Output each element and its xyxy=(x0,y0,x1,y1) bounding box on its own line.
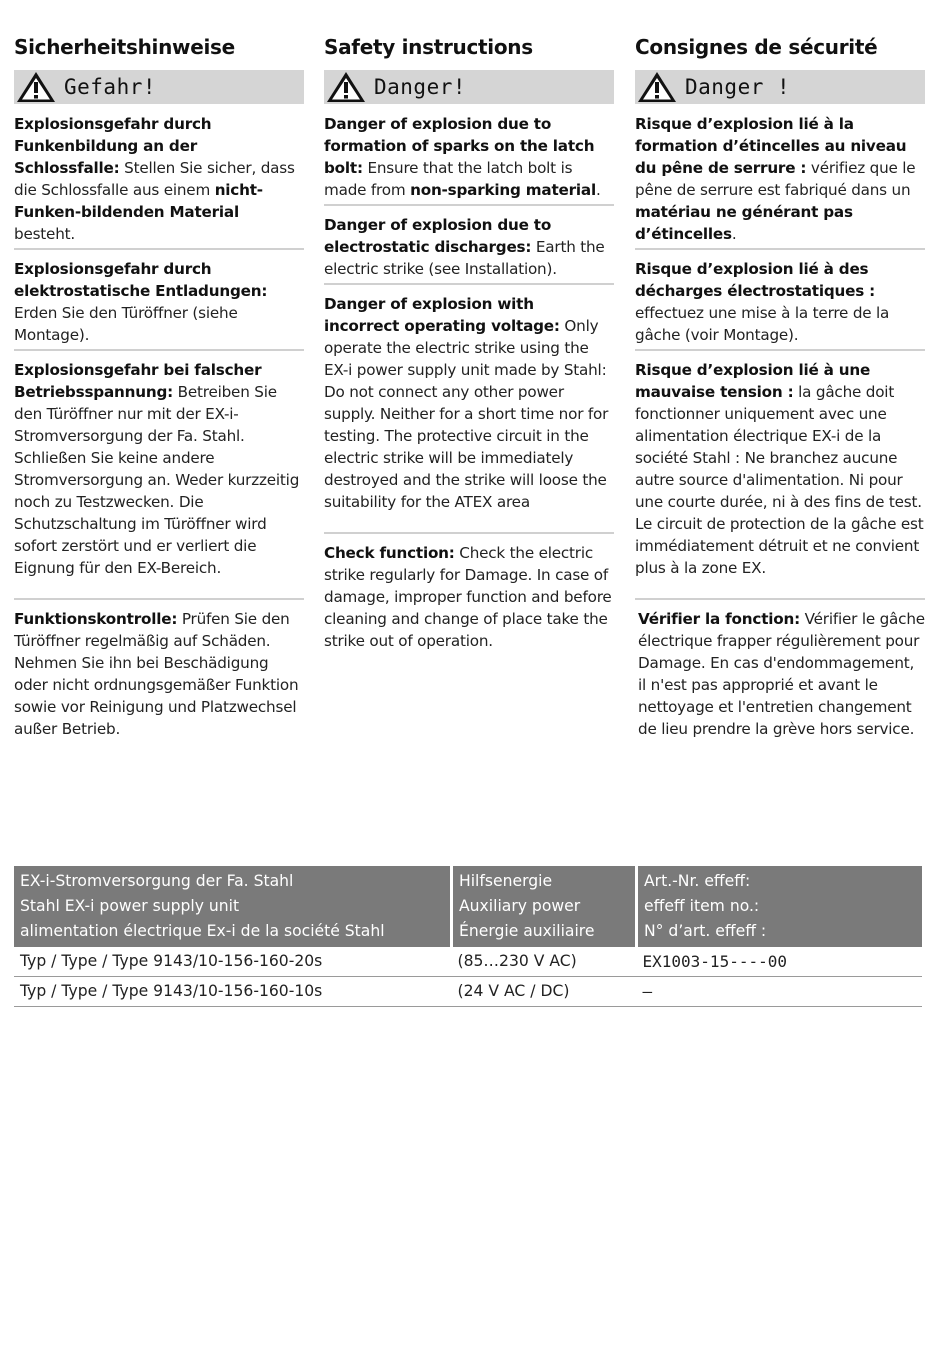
cell-article-number: EX1003-15----00 xyxy=(637,947,923,977)
table-row xyxy=(14,977,922,1007)
safety-item: Funktionskontrolle: Prüfen Sie den Türöffner regelmäßig auf Schäden. Nehmen Sie ihn bei Beschädigung oder nicht ordnungsgemäßer Funktion sowie vor Reinigung und Platzwechsel außer Betrieb. xyxy=(14,610,299,738)
header-auxiliary-power: Hilfsenergie Auxiliary power Énergie auxiliaire xyxy=(452,866,637,947)
power-supply-table xyxy=(14,866,922,1007)
column-french xyxy=(635,34,925,740)
divider xyxy=(14,248,304,250)
safety-item: Explosionsgefahr bei falscher Betriebsspannung: Betreiben Sie den Türöffner nur mit der EX-i-Stromversorgung der Fa. Stahl. Schließen Sie keine andere Stromversorgung an. Weder kurzzeitig noch zu Testzwecken. Die Schutzschaltung im Türöffner wird sofort zerstört und er verliert die Eignung für den EX-Bereich. xyxy=(14,361,300,577)
divider xyxy=(324,532,614,534)
cell-article-number: – xyxy=(637,977,923,1007)
safety-item: Risque d’explosion lié à la formation d’étincelles au niveau du pêne de serrure : vérifiez que le pêne de serrure est fabriqué dans un matériau ne générant pas d’étincelles. xyxy=(635,115,916,243)
column-english xyxy=(324,34,614,652)
cell-power: (24 V AC / DC) xyxy=(452,977,637,1007)
warning-triangle-icon xyxy=(324,70,368,104)
danger-banner xyxy=(324,70,614,104)
header-article-number: Art.-Nr. effeff: effeff item no.: N° d’art. effeff : xyxy=(637,866,923,947)
column-german xyxy=(14,34,304,740)
divider xyxy=(14,598,304,600)
divider xyxy=(635,598,925,600)
warning-triangle-icon xyxy=(14,70,58,104)
danger-banner xyxy=(635,70,925,104)
section-heading: Safety instructions xyxy=(324,35,533,59)
table-header-row xyxy=(14,866,922,947)
safety-item: Explosionsgefahr durch elektrostatische Entladungen: Erden Sie den Türöffner (siehe Montage). xyxy=(14,260,268,344)
danger-label: Danger! xyxy=(374,75,467,99)
header-power-supply: EX-i-Stromversorgung der Fa. Stahl Stahl EX-i power supply unit alimentation électrique Ex-i de la société Stahl xyxy=(14,866,452,947)
warning-triangle-icon xyxy=(635,70,679,104)
section-heading: Consignes de sécurité xyxy=(635,35,878,59)
table-row xyxy=(14,947,922,977)
safety-item: Check function: Check the electric strike regularly for Damage. In case of damage, improper function and before cleaning and change of place take the strike out of operation. xyxy=(324,544,612,650)
danger-label: Danger ! xyxy=(685,75,791,99)
safety-item: Explosionsgefahr durch Funkenbildung an der Schlossfalle: Stellen Sie sicher, dass die Schlossfalle aus einem nicht-Funken-bildenden Material besteht. xyxy=(14,115,295,243)
safety-item: Danger of explosion with incorrect operating voltage: Only operate the electric strike using the EX-i power supply unit made by Stahl: Do not connect any other power supply. Neither for a short time nor for testing. The protective circuit in the electric strike will be immediately destroyed and the strike will loose the suitability for the ATEX area xyxy=(324,295,609,511)
cell-type: Typ / Type / Type 9143/10-156-160-20s xyxy=(14,947,452,977)
safety-item: Danger of explosion due to electrostatic discharges: Earth the electric strike (see Installation). xyxy=(324,216,605,278)
divider xyxy=(324,283,614,285)
section-heading: Sicherheitshinweise xyxy=(14,35,235,59)
divider xyxy=(635,248,925,250)
cell-power: (85…230 V AC) xyxy=(452,947,637,977)
safety-item: Risque d’explosion lié à des décharges électrostatiques : effectuez une mise à la terre de la gâche (voir Montage). xyxy=(635,260,890,344)
cell-type: Typ / Type / Type 9143/10-156-160-10s xyxy=(14,977,452,1007)
divider xyxy=(14,349,304,351)
danger-label: Gefahr! xyxy=(64,75,157,99)
divider xyxy=(324,204,614,206)
divider xyxy=(635,349,925,351)
safety-item: Vérifier la fonction: Vérifier le gâche électrique frapper régulièrement pour Damage. En cas d'endommagement, il n'est pas approprié et avant le nettoyage et l'entretien changement de lieu prendre la grève hors service. xyxy=(638,610,925,738)
safety-item: Danger of explosion due to formation of sparks on the latch bolt: Ensure that the latch bolt is made from non-sparking material. xyxy=(324,115,601,199)
danger-banner xyxy=(14,70,304,104)
safety-item: Risque d’explosion lié à une mauvaise tension : la gâche doit fonctionner uniquement avec une alimentation électrique EX-i de la société Stahl : Ne branchez aucune autre source d'alimentation. Ni pour une courte durée, ni à des fins de test. Le circuit de protection de la gâche est immédiatement détruit et ne convient plus à la zone EX. xyxy=(635,361,924,577)
